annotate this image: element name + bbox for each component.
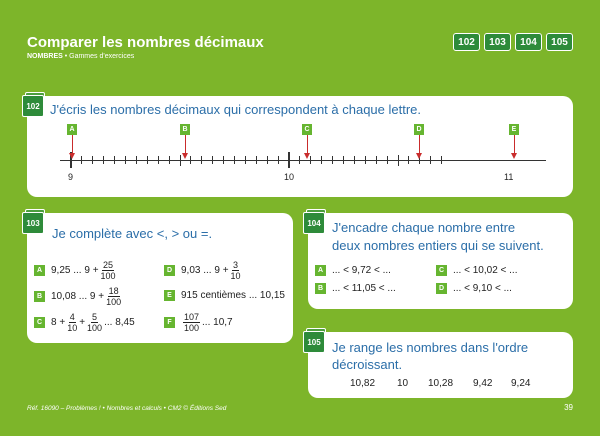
- tick-label-9: 9: [68, 172, 74, 182]
- numerator: 3: [233, 260, 239, 270]
- number-line-tick: [201, 156, 202, 164]
- number-line-tick: [288, 152, 290, 168]
- item-letter: E: [164, 290, 175, 301]
- number-line-tick: [234, 156, 235, 164]
- number-line-tick: [125, 156, 126, 164]
- arrow-c: [307, 135, 308, 155]
- pill-104[interactable]: 104: [515, 33, 542, 51]
- number-line-tick: [343, 156, 344, 164]
- arrow-a: [72, 135, 73, 155]
- number-line-tick: [103, 156, 104, 164]
- number-line-tick: [256, 156, 257, 164]
- letter-e: E: [509, 124, 519, 135]
- fraction: [183, 312, 200, 333]
- ex103-item-d: [164, 260, 243, 281]
- number-line-tick: [169, 156, 170, 164]
- exercise-104-badge: [303, 212, 325, 234]
- exercise-102-title: J'écris les nombres décimaux qui correspondent à chaque lettre.: [50, 102, 422, 117]
- denominator: 10: [230, 271, 241, 281]
- exercise-105-badge: [303, 331, 325, 353]
- subtitle-category: NOMBRES: [27, 53, 63, 60]
- item-text: 915 centièmes ... 10,15: [181, 290, 285, 301]
- item-letter: C: [436, 265, 447, 276]
- number-4: 9,42: [473, 378, 493, 389]
- number-line-tick: [310, 156, 311, 164]
- denominator: 100: [184, 323, 200, 333]
- pill-102[interactable]: 102: [453, 33, 480, 51]
- number-1: 10,82: [350, 378, 376, 389]
- number-line-tick: [354, 156, 355, 164]
- item-text: ... < 9,10 < ...: [453, 283, 512, 294]
- badge-number: 104: [303, 212, 325, 234]
- item-text: 8 +: [51, 317, 66, 328]
- ex103-item-e: [164, 290, 285, 301]
- letter-b: B: [180, 124, 190, 135]
- fraction: [67, 312, 77, 333]
- page-title: Comparer les nombres décimaux: [27, 34, 264, 51]
- number-line-tick: [278, 156, 279, 164]
- number-line-tick: [147, 156, 148, 164]
- number-line: [60, 160, 546, 161]
- item-letter: B: [315, 283, 326, 294]
- number-line-tick: [212, 156, 213, 164]
- letter-d: D: [414, 124, 424, 135]
- item-text: 9,03 ... 9 +: [181, 265, 229, 276]
- page-subtitle: [27, 53, 134, 60]
- arrowhead-d: [416, 153, 422, 159]
- number-line-tick: [223, 156, 224, 164]
- number-2: 10: [397, 378, 409, 389]
- number-line-tick: [321, 156, 322, 164]
- denominator: 100: [100, 271, 116, 281]
- exercise-104-title-line2: deux nombres entiers qui se suivent.: [332, 238, 544, 253]
- tick-label-11: 11: [504, 172, 514, 182]
- number-line-tick: [136, 156, 137, 164]
- number-line-tick: [92, 156, 93, 164]
- item-letter: D: [436, 283, 447, 294]
- exercise-105-title-line2: décroissant.: [332, 357, 403, 372]
- letter-c: C: [302, 124, 312, 135]
- arrowhead-e: [511, 153, 517, 159]
- badge-number: 103: [22, 212, 44, 234]
- numerator: 18: [108, 286, 119, 296]
- ex103-item-a: [34, 260, 118, 281]
- number-line-tick: [365, 156, 366, 164]
- fraction: [87, 312, 102, 333]
- exercise-103-title: Je complète avec <, > ou =.: [52, 226, 213, 241]
- numerator: 5: [92, 312, 98, 322]
- number-line-tick: [190, 156, 191, 164]
- item-letter: C: [34, 317, 45, 328]
- arrowhead-c: [304, 153, 310, 159]
- denominator: 10: [67, 323, 78, 333]
- number-line-tick: [245, 156, 246, 164]
- numerator: 4: [69, 312, 75, 322]
- item-text: ... < 10,02 < ...: [453, 265, 518, 276]
- arrow-d: [419, 135, 420, 155]
- number-line-tick: [81, 156, 82, 164]
- item-letter: A: [34, 265, 45, 276]
- ex104-item-b: [315, 283, 396, 294]
- ex103-item-c: [34, 312, 135, 333]
- ex104-item-d: [436, 283, 512, 294]
- badge-number: 102: [22, 95, 44, 117]
- fraction: [101, 260, 116, 281]
- badge-number: 105: [303, 331, 325, 353]
- exercise-104-title-line1: J'encadre chaque nombre entre: [332, 220, 516, 235]
- subtitle-rest: • Gammes d'exercices: [62, 53, 135, 60]
- number-line-tick: [398, 155, 399, 166]
- exercise-pills: [453, 33, 573, 51]
- pill-103[interactable]: 103: [484, 33, 511, 51]
- item-text-end: ... 8,45: [104, 317, 135, 328]
- number-line-tick: [299, 156, 300, 164]
- number-3: 10,28: [428, 378, 454, 389]
- number-line-tick: [387, 156, 388, 164]
- plus-sign: +: [79, 317, 86, 328]
- number-line-tick: [158, 156, 159, 164]
- ex103-item-f: [164, 312, 233, 333]
- number-line-tick: [114, 156, 115, 164]
- ex104-item-c: [436, 265, 518, 276]
- numerator: 25: [103, 260, 114, 270]
- arrowhead-a: [69, 153, 75, 159]
- denominator: 100: [106, 297, 122, 307]
- pill-105[interactable]: 105: [546, 33, 573, 51]
- denominator: 100: [87, 323, 103, 333]
- arrow-e: [514, 135, 515, 155]
- number-5: 9,24: [511, 378, 531, 389]
- exercise-103-badge: [22, 212, 44, 234]
- fraction: [231, 260, 241, 281]
- number-line-tick: [430, 156, 431, 164]
- exercise-102-badge: [22, 95, 44, 117]
- exercise-105-title-line1: Je range les nombres dans l'ordre: [332, 340, 529, 355]
- arrowhead-b: [182, 153, 188, 159]
- item-letter: D: [164, 265, 175, 276]
- fraction: [106, 286, 121, 307]
- footer-text: Réf. 16090 – Problèmes ! • Nombres et calculs • CM2 © Éditions Sed: [27, 405, 227, 412]
- number-line-tick: [332, 156, 333, 164]
- item-letter: A: [315, 265, 326, 276]
- item-text: 10,08 ... 9 +: [51, 291, 105, 302]
- ex104-item-a: [315, 265, 391, 276]
- tick-label-10: 10: [284, 172, 295, 182]
- letter-a: A: [67, 124, 77, 135]
- item-text-end: ... 10,7: [202, 317, 233, 328]
- item-letter: F: [164, 317, 175, 328]
- item-text: ... < 11,05 < ...: [332, 283, 396, 294]
- number-line-tick: [180, 155, 181, 166]
- item-text: 9,25 ... 9 +: [51, 265, 99, 276]
- number-line-tick: [376, 156, 377, 164]
- arrow-b: [185, 135, 186, 155]
- page-number: 39: [564, 403, 573, 412]
- number-line-tick: [408, 156, 409, 164]
- numerator: 107: [184, 312, 200, 322]
- number-line-tick: [267, 156, 268, 164]
- ex103-item-b: [34, 286, 123, 307]
- number-line-tick: [441, 156, 442, 164]
- item-text: ... < 9,72 < ...: [332, 265, 391, 276]
- item-letter: B: [34, 291, 45, 302]
